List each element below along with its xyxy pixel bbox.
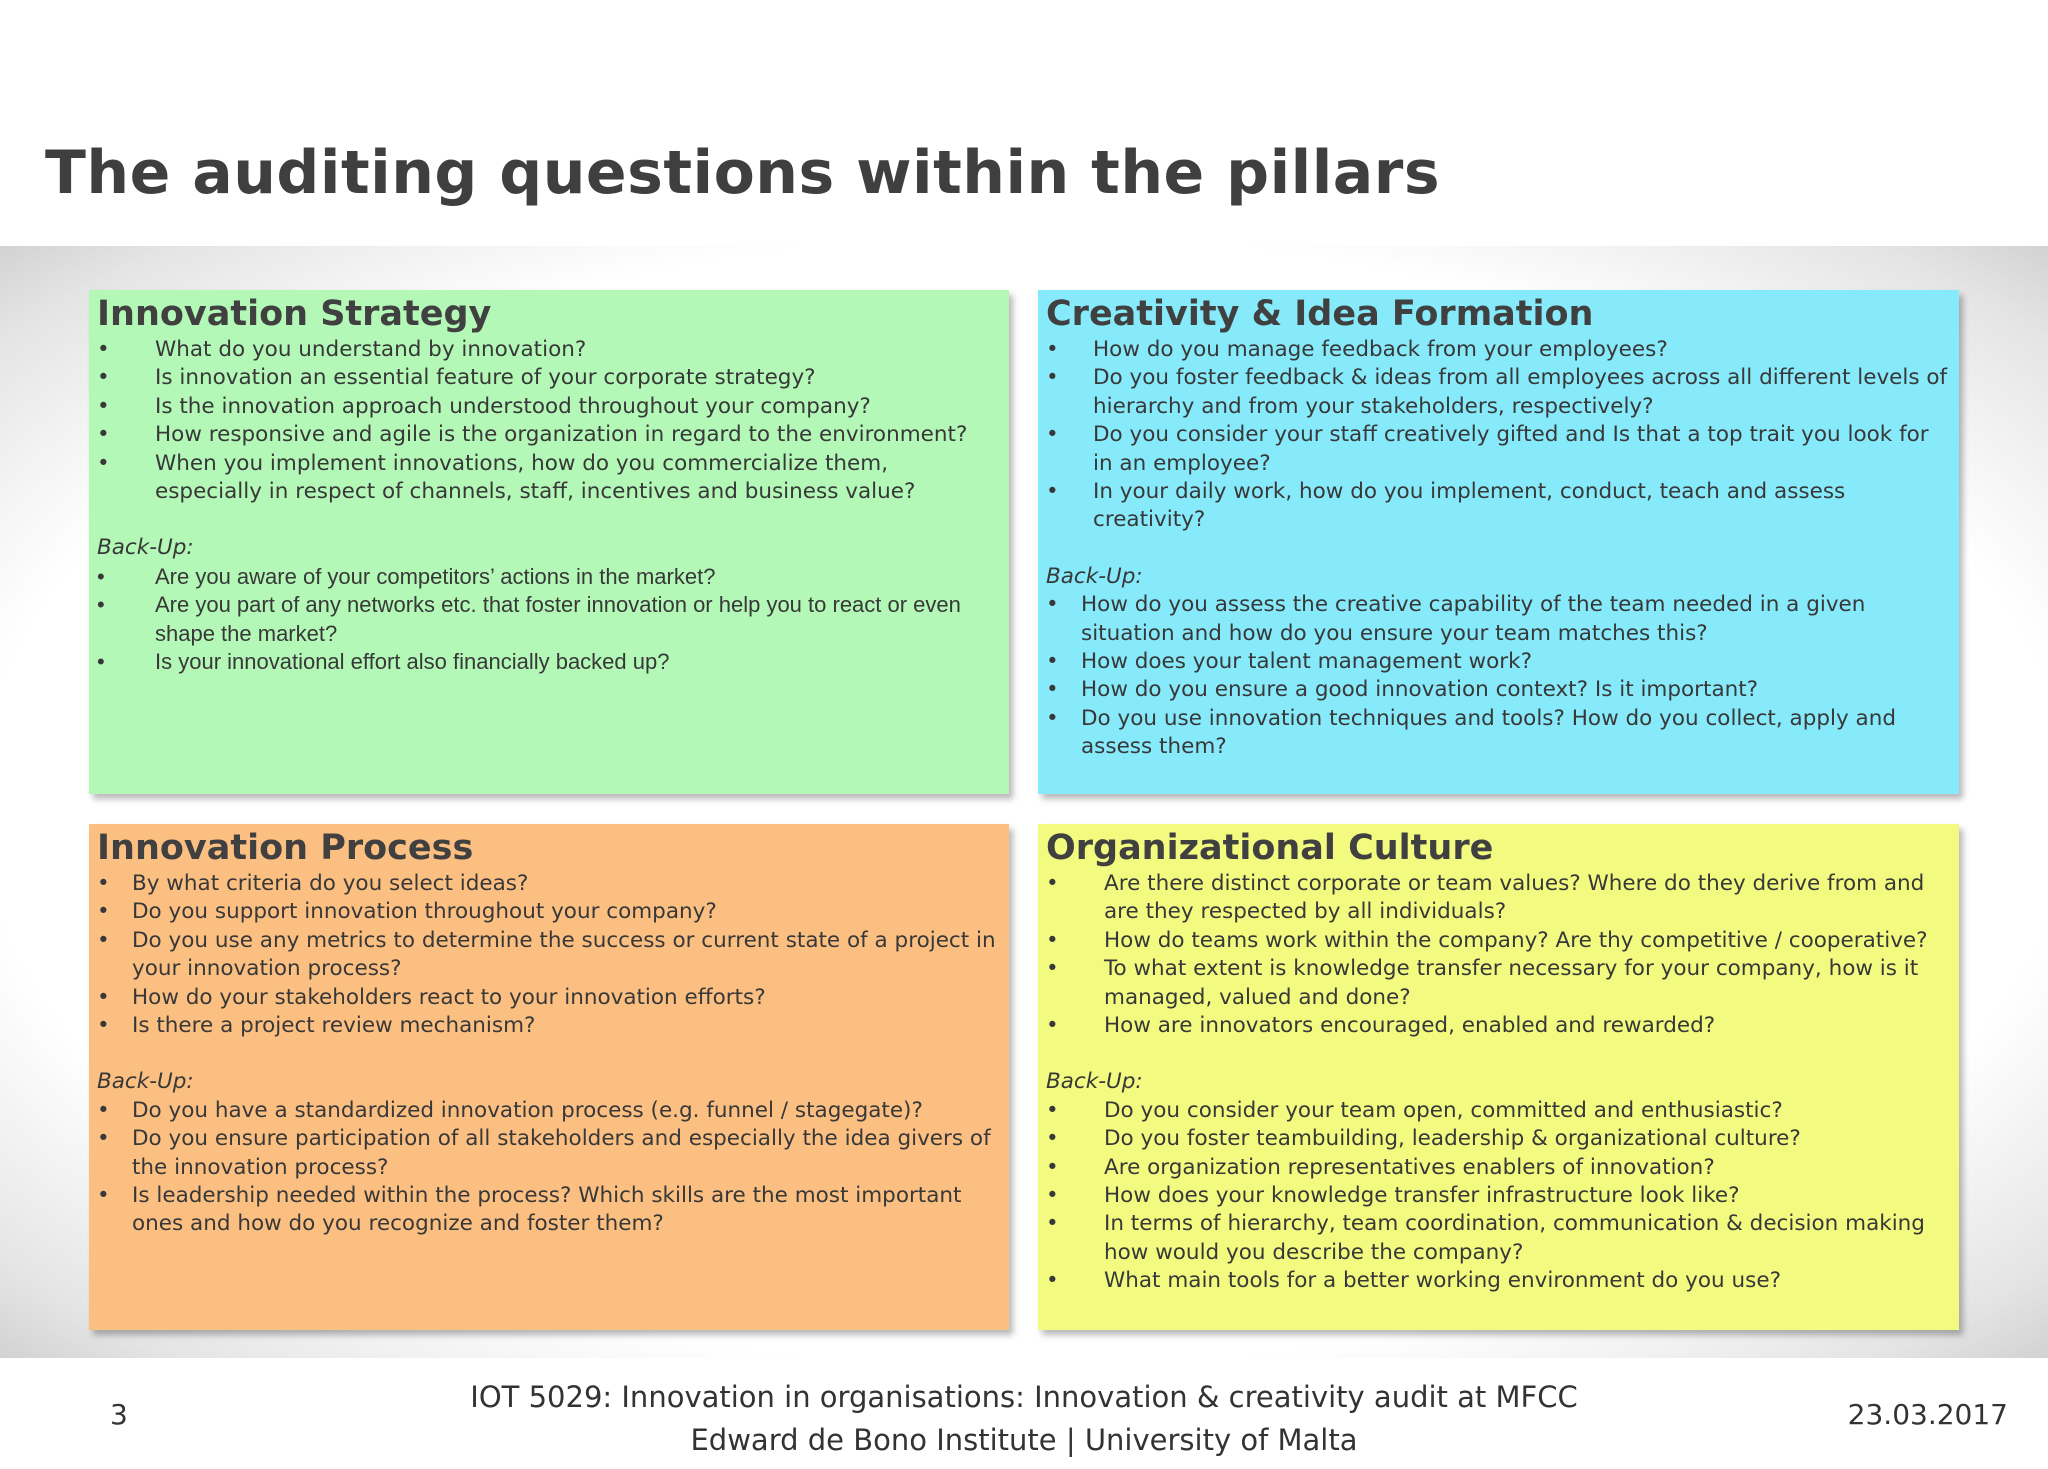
question-list xyxy=(1046,336,1951,535)
list-item: • In terms of hierarchy, team coordination, communication & decision making how would you describe the company? xyxy=(1046,1210,1951,1267)
backup-label: Back-Up: xyxy=(1046,1069,1143,1095)
list-item: • How do you manage feedback from your employees? xyxy=(1046,336,1951,364)
list-item: • Are there distinct corporate or team values? Where do they derive from and are they respected by all individuals? xyxy=(1046,870,1951,927)
pillar-heading: Organizational Culture xyxy=(1046,828,1494,868)
slide-title: The auditing questions within the pillars xyxy=(45,138,1441,208)
list-item: • How do your stakeholders react to your innovation efforts? xyxy=(97,984,1001,1012)
institute-line: Edward de Bono Institute | University of Malta xyxy=(690,1423,1358,1457)
list-item: • Are you part of any networks etc. that foster innovation or help you to react or even shape the market? xyxy=(97,591,1001,648)
pillar-organizational-culture xyxy=(1038,824,1959,1330)
list-item: • Do you foster feedback & ideas from all employees across all different levels of hierarchy and from your stakeholders, respectively? xyxy=(1046,364,1951,421)
list-item: • Do you use innovation techniques and tools? How do you collect, apply and assess them? xyxy=(1046,705,1951,762)
list-item: • Do you support innovation throughout your company? xyxy=(97,898,1001,926)
question-list xyxy=(97,336,1001,506)
list-item: • Is your innovational effort also financially backed up? xyxy=(97,648,1001,676)
backup-label: Back-Up: xyxy=(1046,563,1143,589)
list-item: • To what extent is knowledge transfer necessary for your company, how is it managed, valued and done? xyxy=(1046,955,1951,1012)
list-item: • How are innovators encouraged, enabled and rewarded? xyxy=(1046,1012,1951,1040)
question-list xyxy=(1046,870,1951,1040)
pillar-creativity-idea-formation xyxy=(1038,290,1959,794)
list-item: • Are you aware of your competitors’ actions in the market? xyxy=(97,563,1001,591)
list-item: • How responsive and agile is the organization in regard to the environment? xyxy=(97,421,1001,449)
backup-label: Back-Up: xyxy=(97,535,194,561)
list-item: • How do teams work within the company? Are thy competitive / cooperative? xyxy=(1046,927,1951,955)
question-list xyxy=(97,870,1001,1040)
pillar-innovation-strategy xyxy=(89,290,1009,794)
footer-caption xyxy=(400,1376,1648,1462)
list-item: • Is innovation an essential feature of your corporate strategy? xyxy=(97,364,1001,392)
list-item: • By what criteria do you select ideas? xyxy=(97,870,1001,898)
backup-list xyxy=(1046,1097,1951,1296)
list-item: • Do you have a standardized innovation process (e.g. funnel / stagegate)? xyxy=(97,1097,1001,1125)
backup-list xyxy=(97,563,1001,677)
pillar-innovation-process xyxy=(89,824,1009,1330)
list-item: • Are organization representatives enablers of innovation? xyxy=(1046,1154,1951,1182)
list-item: • In your daily work, how do you implement, conduct, teach and assess creativity? xyxy=(1046,478,1951,535)
list-item: • How does your talent management work? xyxy=(1046,648,1951,676)
list-item: • Do you consider your staff creatively gifted and Is that a top trait you look for in an employee? xyxy=(1046,421,1951,478)
list-item: • Do you foster teambuilding, leadership & organizational culture? xyxy=(1046,1125,1951,1153)
list-item: • When you implement innovations, how do you commercialize them, especially in respect of channels, staff, incentives and business value? xyxy=(97,450,1001,507)
course-line: IOT 5029: Innovation in organisations: Innovation & creativity audit at MFCC xyxy=(470,1380,1578,1414)
pillar-heading: Innovation Process xyxy=(97,828,474,868)
list-item: • Do you consider your team open, committed and enthusiastic? xyxy=(1046,1097,1951,1125)
list-item: • What main tools for a better working environment do you use? xyxy=(1046,1267,1951,1295)
pillar-heading: Creativity & Idea Formation xyxy=(1046,294,1594,334)
list-item: • How does your knowledge transfer infrastructure look like? xyxy=(1046,1182,1951,1210)
backup-label: Back-Up: xyxy=(97,1069,194,1095)
pillar-heading: Innovation Strategy xyxy=(97,294,492,334)
list-item: • Do you use any metrics to determine the success or current state of a project in your innovation process? xyxy=(97,927,1001,984)
list-item: • Is leadership needed within the process? Which skills are the most important ones and how do you recognize and foster them? xyxy=(97,1182,1001,1239)
backup-list xyxy=(97,1097,1001,1239)
slide-number: 3 xyxy=(110,1398,128,1431)
list-item: • How do you assess the creative capability of the team needed in a given situation and how do you ensure your team matches this? xyxy=(1046,591,1951,648)
list-item: • Is the innovation approach understood throughout your company? xyxy=(97,393,1001,421)
list-item: • How do you ensure a good innovation context? Is it important? xyxy=(1046,676,1951,704)
backup-list xyxy=(1046,591,1951,761)
list-item: • Do you ensure participation of all stakeholders and especially the idea givers of the innovation process? xyxy=(97,1125,1001,1182)
slide-date: 23.03.2017 xyxy=(1847,1398,2008,1431)
list-item: • Is there a project review mechanism? xyxy=(97,1012,1001,1040)
list-item: • What do you understand by innovation? xyxy=(97,336,1001,364)
